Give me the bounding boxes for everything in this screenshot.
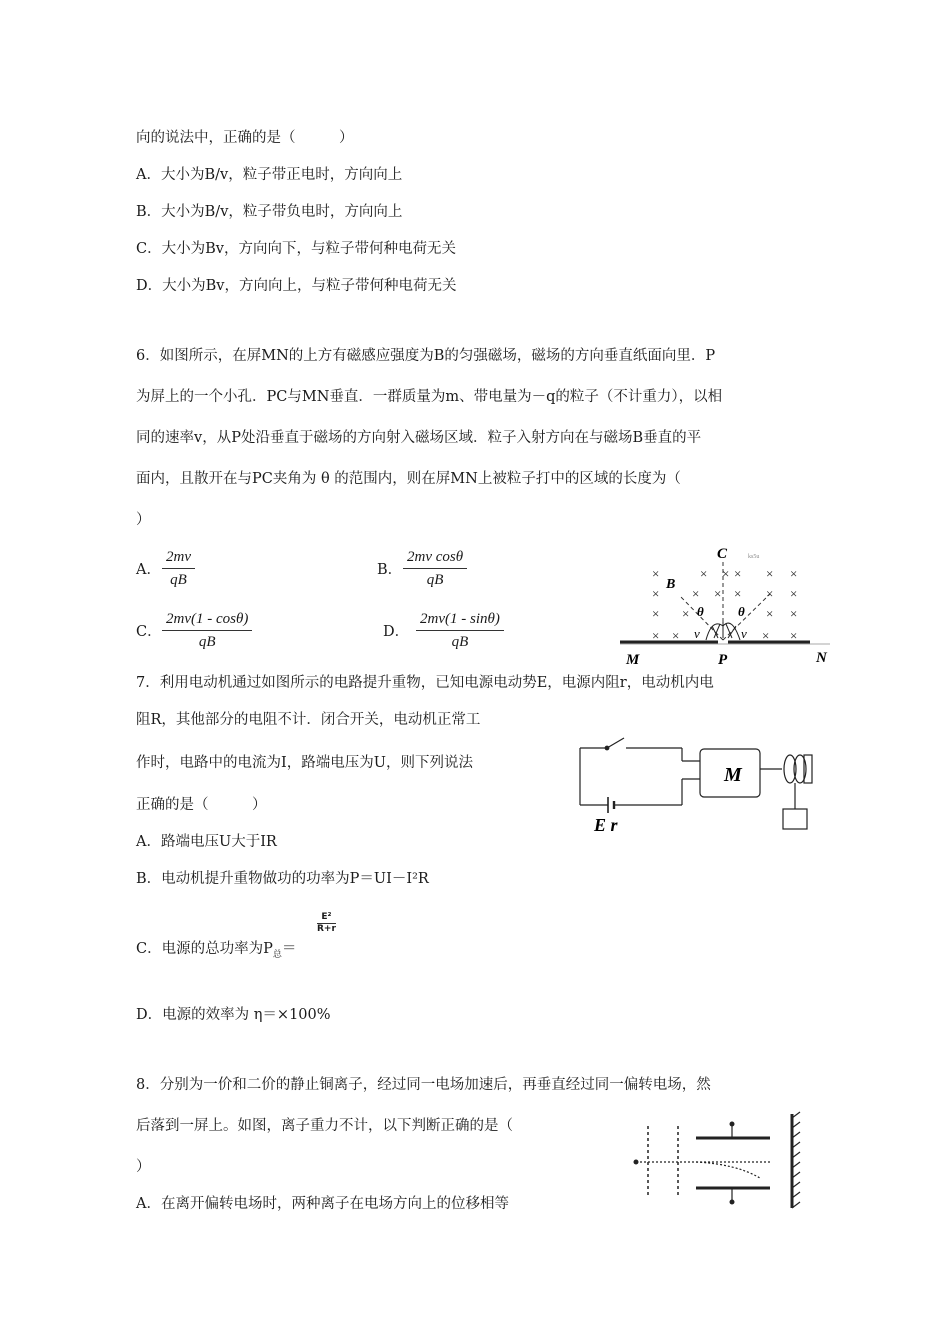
q6-option-a-numerator: 2mv [162,548,195,569]
svg-text:×: × [714,586,722,601]
pulley-bracket [804,755,812,783]
svg-text:×: × [766,566,774,581]
q7-option-b: B．电动机提升重物做功的功率为P＝UI－I²R [136,871,429,887]
q6-line-5: ） [136,512,151,528]
q6-option-d-denominator: qB [451,634,469,650]
q8-line-3: ） [136,1159,151,1175]
bottom-terminal [730,1200,735,1205]
svg-text:×: × [652,606,660,621]
q6-option-c-fraction [162,610,252,651]
label-c: C [717,546,728,562]
q6-line-4: 面内，且散开在与PC夹角为 θ 的范围内，则在屏MN上被粒子打中的区域的长度为（ [136,471,681,487]
q6-option-d-numerator: 2mv(1 - sinθ) [416,610,504,631]
svg-text:×: × [734,586,742,601]
svg-text:×: × [790,566,798,581]
switch-blade [607,738,624,748]
q6-option-c-denominator: qB [198,634,216,650]
q6-option-b-label: B． [377,562,403,578]
q6-line-2: 为屏上的一个小孔．PC与MN垂直．一群质量为m、带电量为－q的粒子（不计重力），以相 [136,389,723,405]
label-v-left: v [694,626,700,641]
label-p: P [718,652,728,668]
q5-option-d: D．大小为Bv，方向向上，与粒子带何种电荷无关 [136,278,457,294]
top-terminal [730,1122,735,1127]
q8-line-2: 后落到一屏上。如图，离子重力不计，以下判断正确的是（ [136,1118,513,1134]
label-m: M [626,652,640,668]
q6-option-b-fraction [403,548,467,589]
q6-option-a-label: A． [136,562,161,578]
q6-option-c-numerator: 2mv(1 - cosθ) [162,610,252,631]
q7-option-c-subscript: 总 [272,949,282,960]
label-theta-right: θ [738,604,745,619]
q7-option-a: A．路端电压U大于IR [136,834,277,850]
svg-text:×: × [766,606,774,621]
svg-text:×: × [652,586,660,601]
source-label: E r [594,815,618,835]
q7-option-c-numerator: E² [317,912,336,924]
svg-text:×: × [692,586,700,601]
q8-option-a: A．在离开偏转电场时，两种离子在电场方向上的位移相等 [136,1196,509,1212]
q6-line-3: 同的速率v，从P处沿垂直于磁场的方向射入磁场区域．粒子入射方向在与磁场B垂直的平 [136,430,702,446]
label-b: B [666,577,676,592]
svg-text:×: × [722,566,730,581]
svg-text:×: × [762,628,770,643]
label-theta-left: θ [697,604,704,619]
ion-trajectory [696,1162,760,1178]
svg-text:×: × [652,628,660,643]
q8-deflection-figure [632,1112,802,1212]
label-v-right: v [741,626,747,641]
q6-option-a-fraction [162,548,195,589]
q5-stem-end: 向的说法中，正确的是（ ） [136,130,354,146]
svg-text:×: × [766,586,774,601]
svg-text:×: × [790,586,798,601]
svg-text:×: × [790,628,798,643]
q6-option-b-numerator: 2mv cosθ [403,548,467,569]
svg-text:×: × [790,606,798,621]
q5-option-c: C．大小为Bv，方向向下，与粒子带何种电荷无关 [136,241,456,257]
q6-option-a-denominator: qB [170,572,187,588]
q7-option-c-fraction [317,912,336,935]
q7-option-c [136,939,296,965]
label-n: N [816,650,827,666]
svg-text:×: × [672,628,680,643]
q5-option-a: A．大小为B/v，粒子带正电时，方向向上 [136,167,403,183]
q7-line-1: 7．利用电动机通过如图所示的电路提升重物，已知电源电动势E，电源内阻r，电动机内电 [136,675,714,691]
q7-motor-circuit-figure [578,733,828,833]
q7-option-c-prefix: C．电源的总功率为P [136,941,273,957]
q7-line-2: 阻R，其他部分的电阻不计．闭合开关，电动机正常工 [136,712,481,728]
svg-text:×: × [652,566,660,581]
q6-option-c-label: C． [136,624,162,640]
q6-option-d-label: D． [383,624,410,640]
q6-magnetic-field-figure [620,544,840,669]
motor-label: M [724,764,742,786]
q6-option-d-fraction [416,610,504,651]
q7-line-3: 作时，电路中的电流为I，路端电压为U，则下列说法 [136,755,473,771]
q7-option-d: D．电源的效率为 η＝×100% [136,1007,331,1023]
q7-line-4: 正确的是（ ） [136,797,267,813]
q5-option-b: B．大小为B/v，粒子带负电时，方向向上 [136,204,403,220]
q7-option-c-equals: ＝ [281,941,297,957]
q6-line-1: 6．如图所示，在屏MN的上方有磁感应强度为B的匀强磁场，磁场的方向垂直纸面向里．P [136,348,716,364]
svg-text:×: × [682,606,690,621]
weight-block [783,809,807,829]
q7-option-c-denominator: R+r [317,924,336,934]
svg-text:×: × [734,566,742,581]
label-tag: ks5u [748,554,760,560]
svg-text:×: × [700,566,708,581]
ion-source-dot [634,1160,639,1165]
q6-option-b-denominator: qB [426,572,444,588]
q8-line-1: 8．分别为一价和二价的静止铜离子，经过同一电场加速后，再垂直经过同一偏转电场，然 [136,1077,711,1093]
